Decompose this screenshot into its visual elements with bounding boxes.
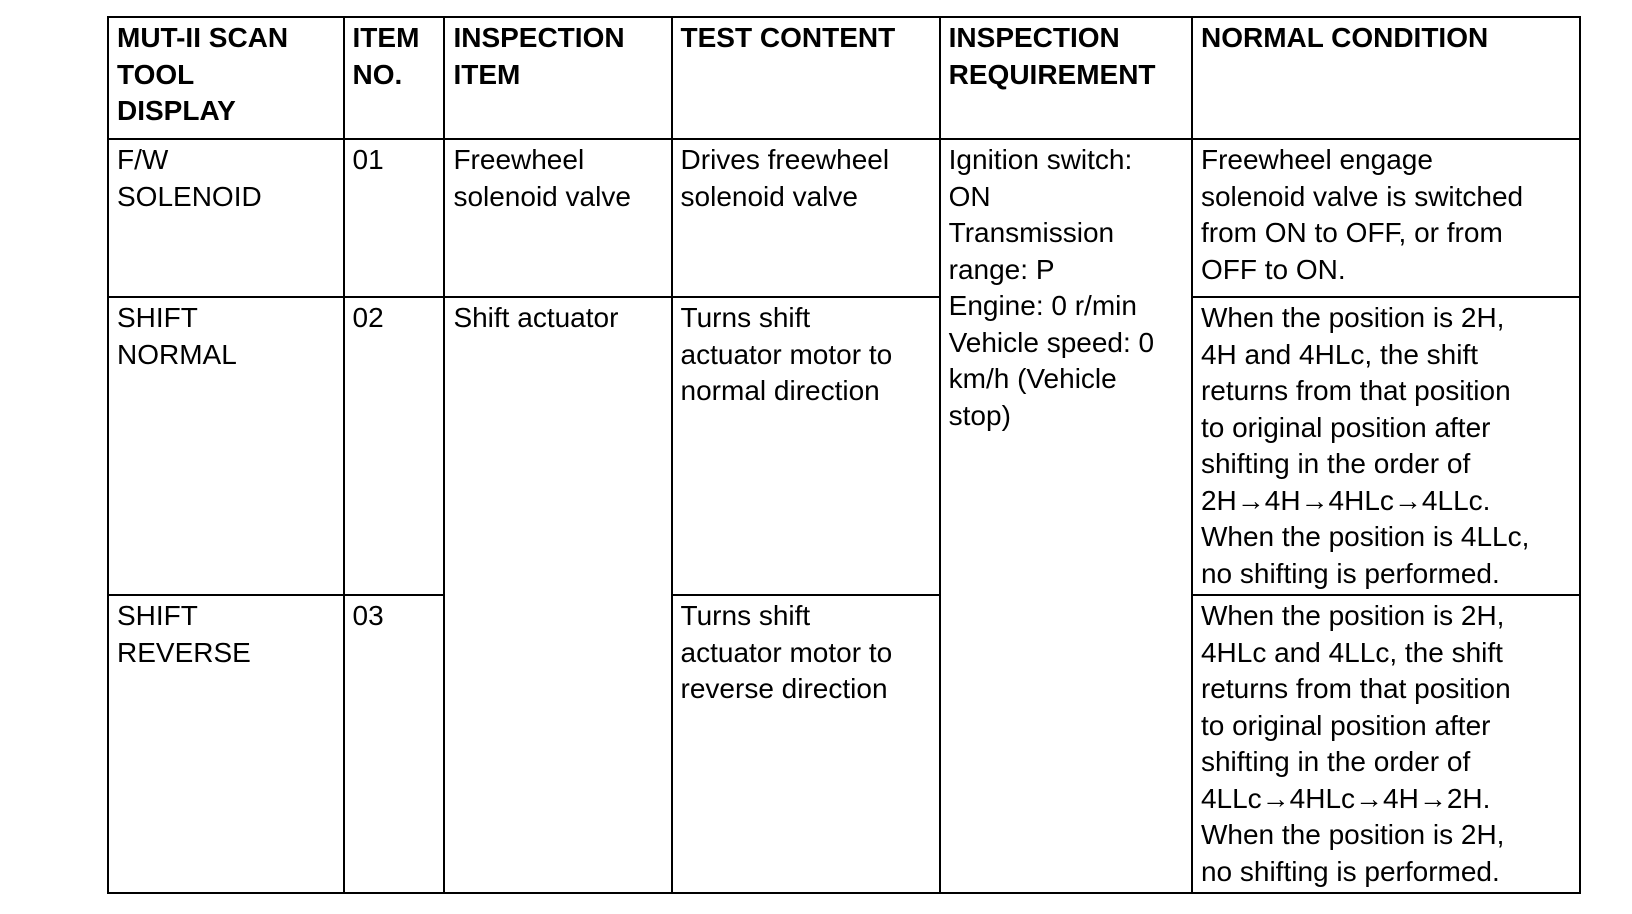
header-inspection-item: INSPECTION ITEM <box>444 17 671 139</box>
header-scan-tool-display: MUT-II SCAN TOOL DISPLAY <box>108 17 344 139</box>
cell-inspection-item: Freewheel solenoid valve <box>444 139 671 297</box>
table-row <box>108 139 1580 297</box>
cell-scan-tool-display: SHIFT NORMAL <box>108 297 344 595</box>
cell-inspection-requirement: Ignition switch: ON Transmission range: P Engine: 0 r/min Vehicle speed: 0 km/h (Vehicle stop) <box>940 139 1192 893</box>
cell-item-no: 02 <box>344 297 445 595</box>
cell-normal-condition: When the position is 2H, 4HLc and 4LLc, the shift returns from that position to original position after shifting in the order of 4LLc→4HLc→4H→2H. When the position is 2H, no shifting is performed. <box>1192 595 1580 893</box>
cell-inspection-item: Shift actuator <box>444 297 671 893</box>
cell-item-no: 03 <box>344 595 445 893</box>
inspection-table <box>107 16 1581 894</box>
table-row <box>108 297 1580 595</box>
header-item-no: ITEM NO. <box>344 17 445 139</box>
cell-scan-tool-display: SHIFT REVERSE <box>108 595 344 893</box>
header-normal-condition: NORMAL CONDITION <box>1192 17 1580 139</box>
header-test-content: TEST CONTENT <box>672 17 940 139</box>
cell-test-content: Turns shift actuator motor to reverse direction <box>672 595 940 893</box>
header-row <box>108 17 1580 139</box>
cell-normal-condition: When the position is 2H, 4H and 4HLc, the shift returns from that position to original position after shifting in the order of 2H→4H→4HLc→4LLc. When the position is 4LLc, no shifting is performed. <box>1192 297 1580 595</box>
table-row <box>108 595 1580 893</box>
cell-item-no: 01 <box>344 139 445 297</box>
cell-test-content: Drives freewheel solenoid valve <box>672 139 940 297</box>
cell-scan-tool-display: F/W SOLENOID <box>108 139 344 297</box>
header-inspection-requirement: INSPECTION REQUIREMENT <box>940 17 1192 139</box>
cell-test-content: Turns shift actuator motor to normal direction <box>672 297 940 595</box>
cell-normal-condition: Freewheel engage solenoid valve is switched from ON to OFF, or from OFF to ON. <box>1192 139 1580 297</box>
